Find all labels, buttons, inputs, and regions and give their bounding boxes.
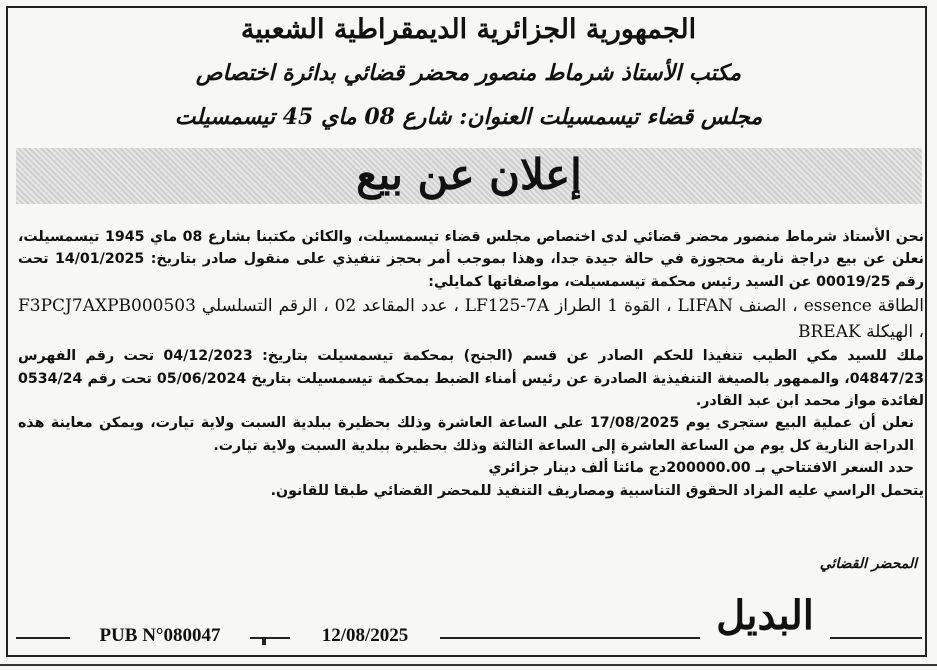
sale-date-paragraph: نعلن أن عملية البيع ستجرى يوم 17/08/2025 على الساعة العاشرة وذلك بحظيرة ببلدية السبت ولاية تيارت، ويمكن معاينة هذه الدراجة النارية كل يوم من الساعة العاشرة إلى الساعة الثالثة وذلك بحظيرة ببلدية السبت ولاية تيارت. (18, 415, 914, 454)
intro-paragraph: نحن الأستاذ شرماط منصور محضر قضائي لدى اختصاص مجلس قضاء تيسمسيلت، والكائن مكتبنا بشارع 08 ماي 1945 تيسمسيلت، نعلن عن بيع دراجة نارية محجوزة في حالة جيدة جدا، وهذا بموجب أمر بحجز تنفيذي على منقول صادر بتاريخ: 14/01/2025 تحت رقم 00019/25 عن السيد رئيس محكمة تيسمسيلت، مواصفاتها كمايلي: (18, 229, 925, 290)
vehicle-specs: الطاقة essence ، الصنف LIFAN ، القوة 1 الطراز LF125-7A ، عدد المقاعد 02 ، الرقم التسلسلي F3PCJ7AXPB000503 ، الهيكلة BREAK (18, 296, 925, 343)
bailiff-signature: المحضر القضائي (819, 556, 917, 572)
fee-label: البديل (700, 588, 830, 644)
announcement-body (18, 226, 924, 502)
office-address: مجلس قضاء تيسمسيلت العنوان: شارع 08 ماي 45 تيسمسيلت (174, 104, 763, 130)
republic-title: الجمهورية الجزائرية الديمقراطية الشعبية (240, 14, 697, 45)
fees-paragraph: يتحمل الراسي عليه المزاد الحقوق التناسبية ومصاريف التنفيذ للمحضر القضائي طبقا للقانون. (270, 482, 924, 499)
office-title: مكتب الأستاذ شرماط منصور محضر قضائي بدائرة اختصاص (195, 60, 742, 86)
pub-number: PUB N°080047 (70, 620, 250, 652)
page-edge-line (0, 664, 937, 666)
title-banner (16, 148, 922, 204)
opening-price: حدد السعر الافتتاحي بـ 200000.00دج مائتا ألف دينار جزائري (488, 460, 914, 477)
pub-date: 12/08/2025 (290, 620, 440, 652)
announcement-title: إعلان عن بيع (356, 150, 582, 199)
separator-dot (262, 639, 266, 645)
ownership-paragraph: ملك للسيد مكي الطيب تنفيذا للحكم الصادر عن قسم (الجنح) بمحكمة تيسمسيلت بتاريخ: 04/12/2023 تحت رقم الفهرس 04847/23، والممهور بالصيغة التنفيذية الصادرة عن رئيس أمناء الضبط بمحكمة تيسمسيلت بتاريخ 05/06/2024 تحت رقم 0534/24 لفائدة مواز محمد ابن عبد القادر. (18, 348, 924, 410)
